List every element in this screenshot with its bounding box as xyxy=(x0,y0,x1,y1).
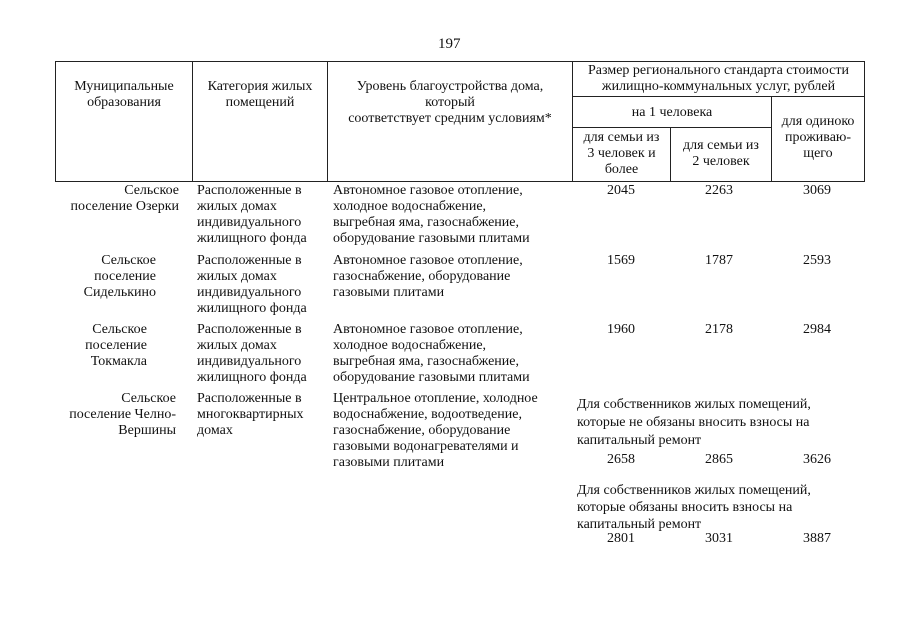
table-header-line-2 xyxy=(572,127,771,128)
row-category: Расположенные в жилых домах индивидуального жилищного фонда xyxy=(197,253,307,316)
row-value-family-2: 3031 xyxy=(705,531,733,546)
table-header-bottom xyxy=(55,181,864,182)
row-value-family-3: 2045 xyxy=(607,183,635,198)
row-value-family-3: 1569 xyxy=(607,253,635,268)
page-number: 197 xyxy=(438,36,461,52)
row-municipality: Сельское поселение Сиделькино xyxy=(83,253,156,300)
row-value-family-2: 1787 xyxy=(705,253,733,268)
table-header-line-1 xyxy=(572,96,864,97)
header-standard: Размер регионального стандарта стоимости жилищно-коммунальных услуг, рублей xyxy=(588,63,849,94)
row-value-single: 3887 xyxy=(803,531,831,546)
note-not-obliged-capital-repair: Для собственников жилых помещений, которые не обязаны вносить взносы на капитальный ремонт xyxy=(577,397,811,448)
row-municipality: Сельское поселение Токмакла xyxy=(85,322,147,369)
table-border-top xyxy=(55,61,864,62)
row-value-family-2: 2865 xyxy=(705,452,733,467)
header-per-person: на 1 человека xyxy=(631,105,713,120)
row-value-family-3: 2801 xyxy=(607,531,635,546)
row-value-family-2: 2263 xyxy=(705,183,733,198)
table-col-line-6 xyxy=(864,61,865,182)
row-level: Автономное газовое отопление, холодное водоснабжение, выгребная яма, газоснабжение, оборудование газовыми плитами xyxy=(333,183,530,246)
row-value-single: 3626 xyxy=(803,452,831,467)
row-municipality: Сельское поселение Челно- Вершины xyxy=(69,391,176,438)
note-obliged-capital-repair: Для собственников жилых помещений, которые обязаны вносить взносы на капитальный ремонт xyxy=(577,483,811,532)
row-category: Расположенные в жилых домах индивидуального жилищного фонда xyxy=(197,183,307,246)
row-value-single: 2593 xyxy=(803,253,831,268)
row-value-single: 3069 xyxy=(803,183,831,198)
row-value-single: 2984 xyxy=(803,322,831,337)
row-municipality: Сельское поселение Озерки xyxy=(70,183,179,214)
row-category: Расположенные в жилых домах индивидуального жилищного фонда xyxy=(197,322,307,385)
row-level: Автономное газовое отопление, газоснабжение, оборудование газовыми плитами xyxy=(333,253,523,300)
header-single: для одиноко проживаю- щего xyxy=(781,114,855,161)
row-category: Расположенные в многоквартирных домах xyxy=(197,391,304,438)
row-value-family-2: 2178 xyxy=(705,322,733,337)
header-category: Категория жилых помещений xyxy=(207,79,313,110)
header-family-3: для семьи из 3 человек и более xyxy=(583,130,660,177)
header-family-2: для семьи из 2 человек xyxy=(683,138,759,169)
header-level: Уровень благоустройства дома, который соответствует средним условиям* xyxy=(348,79,552,126)
row-value-family-3: 1960 xyxy=(607,322,635,337)
row-level: Автономное газовое отопление, холодное водоснабжение, выгребная яма, газоснабжение, оборудование газовыми плитами xyxy=(333,322,530,385)
row-level: Центральное отопление, холодное водоснабжение, водоотведение, газоснабжение, оборудование газовыми водонагревателями и газовыми плитами xyxy=(333,391,538,470)
row-value-family-3: 2658 xyxy=(607,452,635,467)
header-municipality: Муниципальные образования xyxy=(74,79,174,110)
